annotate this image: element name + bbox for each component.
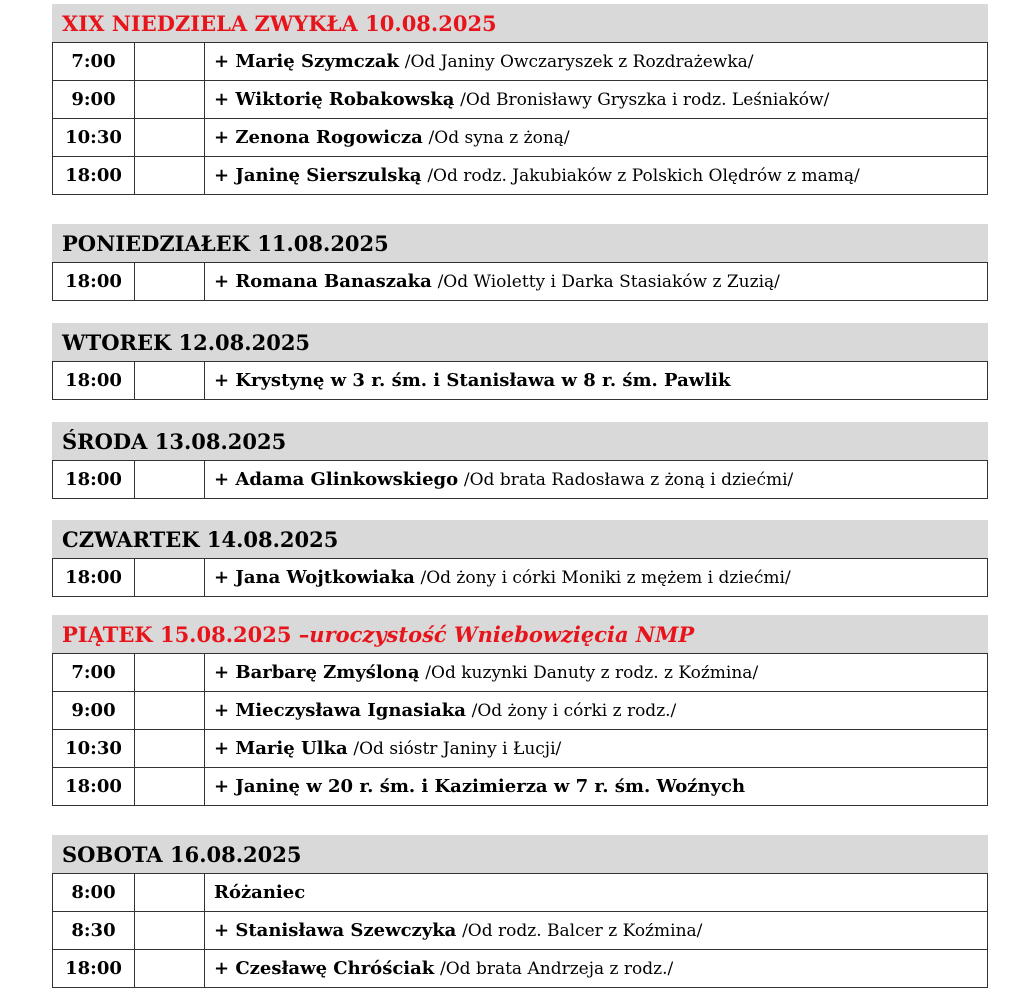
empty-cell xyxy=(135,730,205,768)
empty-cell xyxy=(135,768,205,806)
intention-name: + Janinę Sierszulską xyxy=(214,165,422,186)
intention-name: + Krystynę w 3 r. śm. i Stanisława w 8 r. śm. Pawlik xyxy=(214,370,731,391)
day-header xyxy=(52,835,988,873)
empty-cell xyxy=(135,461,205,499)
day-header xyxy=(52,422,988,460)
intention-name: Różaniec xyxy=(214,882,306,903)
day-header xyxy=(52,224,988,262)
mass-intention xyxy=(205,912,988,950)
table-row xyxy=(53,81,988,119)
empty-cell xyxy=(135,43,205,81)
mass-time: 7:00 xyxy=(53,43,135,81)
intention-from: /Od rodz. Jakubiaków z Polskich Olędrów z mamą/ xyxy=(427,166,860,186)
mass-table xyxy=(52,653,988,806)
empty-cell xyxy=(135,119,205,157)
mass-time: 8:00 xyxy=(53,874,135,912)
mass-time: 18:00 xyxy=(53,362,135,400)
intention-name: + Wiktorię Robakowską xyxy=(214,89,455,110)
day-section-saturday xyxy=(52,835,988,988)
table-row xyxy=(53,730,988,768)
empty-cell xyxy=(135,874,205,912)
day-section-friday xyxy=(52,615,988,806)
mass-time: 8:30 xyxy=(53,912,135,950)
mass-table xyxy=(52,262,988,301)
mass-intention xyxy=(205,157,988,195)
intention-from: /Od żony i córki z rodz./ xyxy=(471,701,677,721)
table-row xyxy=(53,263,988,301)
empty-cell xyxy=(135,912,205,950)
day-header xyxy=(52,520,988,558)
intention-name: + Stanisława Szewczyka xyxy=(214,920,457,941)
intention-name: + Adama Glinkowskiego xyxy=(214,469,459,490)
empty-cell xyxy=(135,654,205,692)
table-row xyxy=(53,768,988,806)
mass-time: 18:00 xyxy=(53,157,135,195)
intention-from: /Od sióstr Janiny i Łucji/ xyxy=(353,739,562,759)
empty-cell xyxy=(135,157,205,195)
day-title: CZWARTEK 14.08.2025 xyxy=(62,526,339,552)
empty-cell xyxy=(135,559,205,597)
day-header xyxy=(52,4,988,42)
mass-table xyxy=(52,558,988,597)
mass-time: 9:00 xyxy=(53,81,135,119)
mass-table xyxy=(52,873,988,988)
day-title: WTOREK 12.08.2025 xyxy=(62,329,311,355)
mass-intention xyxy=(205,730,988,768)
mass-table xyxy=(52,361,988,400)
table-row xyxy=(53,654,988,692)
intention-from: /Od Bronisławy Gryszka i rodz. Leśniaków/ xyxy=(460,90,830,110)
day-header xyxy=(52,323,988,361)
feast-name: uroczystość Wniebowzięcia NMP xyxy=(309,621,695,647)
table-row xyxy=(53,119,988,157)
mass-time: 18:00 xyxy=(53,768,135,806)
day-section-tuesday xyxy=(52,323,988,400)
empty-cell xyxy=(135,950,205,988)
intention-from: /Od rodz. Balcer z Koźmina/ xyxy=(462,921,703,941)
mass-table xyxy=(52,460,988,499)
intention-name: + Zenona Rogowicza xyxy=(214,127,423,148)
table-row xyxy=(53,157,988,195)
mass-intention xyxy=(205,362,988,400)
table-row xyxy=(53,950,988,988)
mass-time: 9:00 xyxy=(53,692,135,730)
intention-from: /Od żony i córki Moniki z mężem i dziećmi/ xyxy=(420,568,791,588)
mass-time: 10:30 xyxy=(53,730,135,768)
mass-intention xyxy=(205,559,988,597)
mass-time: 18:00 xyxy=(53,950,135,988)
mass-time: 18:00 xyxy=(53,461,135,499)
mass-intention xyxy=(205,81,988,119)
day-header xyxy=(52,615,988,653)
mass-table xyxy=(52,42,988,195)
mass-intention xyxy=(205,692,988,730)
intention-from: /Od syna z żoną/ xyxy=(428,128,570,148)
day-section-monday xyxy=(52,224,988,301)
intention-from: /Od Janiny Owczaryszek z Rozdrażewka/ xyxy=(404,52,754,72)
table-row xyxy=(53,43,988,81)
empty-cell xyxy=(135,81,205,119)
empty-cell xyxy=(135,263,205,301)
intention-from: /Od kuzynki Danuty z rodz. z Koźmina/ xyxy=(425,663,759,683)
day-section-thursday xyxy=(52,520,988,597)
day-title: XIX NIEDZIELA ZWYKŁA 10.08.2025 xyxy=(62,10,497,36)
day-title: PONIEDZIAŁEK 11.08.2025 xyxy=(62,230,389,256)
intention-from: /Od Wioletty i Darka Stasiaków z Zuzią/ xyxy=(437,272,780,292)
mass-intention xyxy=(205,874,988,912)
table-row xyxy=(53,559,988,597)
empty-cell xyxy=(135,692,205,730)
intention-name: + Romana Banaszaka xyxy=(214,271,432,292)
mass-intention xyxy=(205,654,988,692)
table-row xyxy=(53,362,988,400)
intention-from: /Od brata Radosława z żoną i dziećmi/ xyxy=(463,470,794,490)
mass-intention xyxy=(205,43,988,81)
table-row xyxy=(53,874,988,912)
mass-intention xyxy=(205,119,988,157)
mass-time: 7:00 xyxy=(53,654,135,692)
empty-cell xyxy=(135,362,205,400)
mass-intention xyxy=(205,263,988,301)
day-title: ŚRODA 13.08.2025 xyxy=(62,428,287,454)
intention-name: + Marię Szymczak xyxy=(214,51,400,72)
intention-name: + Czesławę Chróściak xyxy=(214,958,435,979)
mass-intention xyxy=(205,461,988,499)
mass-time: 18:00 xyxy=(53,263,135,301)
mass-intention xyxy=(205,768,988,806)
day-section-sunday xyxy=(52,4,988,195)
day-section-wednesday xyxy=(52,422,988,499)
table-row xyxy=(53,692,988,730)
mass-intention xyxy=(205,950,988,988)
intention-from: /Od brata Andrzeja z rodz./ xyxy=(440,959,674,979)
day-title: PIĄTEK 15.08.2025 – xyxy=(62,621,310,647)
mass-time: 18:00 xyxy=(53,559,135,597)
mass-time: 10:30 xyxy=(53,119,135,157)
intention-name: + Barbarę Zmyśloną xyxy=(214,662,420,683)
table-row xyxy=(53,461,988,499)
intention-name: + Marię Ulka xyxy=(214,738,348,759)
intention-name: + Jana Wojtkowiaka xyxy=(214,567,415,588)
intention-name: + Mieczysława Ignasiaka xyxy=(214,700,466,721)
day-title: SOBOTA 16.08.2025 xyxy=(62,841,302,867)
intention-name: + Janinę w 20 r. śm. i Kazimierza w 7 r. śm. Woźnych xyxy=(214,776,746,797)
table-row xyxy=(53,912,988,950)
